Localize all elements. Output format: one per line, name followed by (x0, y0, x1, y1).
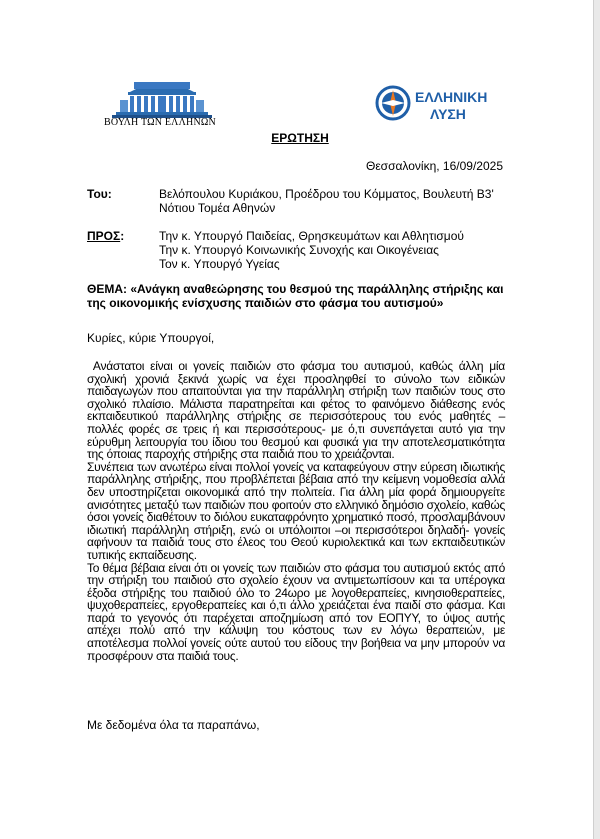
parliament-caption: ΒΟΥΛΗ ΤΩΝ ΕΛΛΗΝΩΝ (104, 117, 216, 128)
to-value: Βελόπουλου Κυριάκου, Προέδρου του Κόμματος, Βουλευτή Β3' Νότιου Τομέα Αθηνών (159, 187, 494, 215)
recipient-item: Την κ. Υπουργό Κοινωνικής Συνοχής και Οικογένειας (159, 243, 439, 257)
parliament-logo-icon (112, 80, 212, 120)
closing-line: Με δεδομένα όλα τα παραπάνω, (87, 718, 260, 732)
document-title: ΕΡΩΤΗΣΗ (271, 131, 329, 145)
pros-label-wrap (87, 229, 124, 243)
subject: ΘΕΜΑ: «Ανάγκη αναθεώρησης του θεσμού της παράλληλης στήριξης και της οικονομικής ενίσχυσης παιδιών στο φάσμα του αυτισμού» (87, 282, 504, 310)
body-paragraph: Συνέπεια των ανωτέρω είναι πολλοί γονείς να καταφεύγουν στην εύρεση ιδιωτικής παράλληλης στήριξης, που προβλέπεται βέβαια από την κείμενη νομοθεσία αλλά δεν υποστηρίζεται οικονομικά από την πολιτεία. Για άλλη μία φορά δημιουργείτε ανισότητες μεταξύ των παιδιών που φοιτούν στο ελληνικό δημόσιο σχολείο, καθώς όσοι γονείς διαθέτουν το διόλου ευκαταφρόνητο χρηματικό ποσό, προσλαμβάνουν ιδιωτική παράλληλη στήριξη, ενώ οι υπόλοιποι –οι περισσότεροι δηλαδή- γονείς αφήνουν τα παιδιά τους στο έλεος του Θεού κυριολεκτικά και των εκπαιδευτικών τυπικής εκπαίδευσης. (87, 459, 505, 562)
party-logo-icon (373, 84, 513, 124)
place-date: Θεσσαλονίκη, 16/09/2025 (366, 159, 503, 173)
to-label: Του: (87, 187, 112, 201)
body-paragraph: Ανάστατοι είναι οι γονείς παιδιών στο φάσμα του αυτισμού, καθώς άλλη μία σχολική χρονιά ξεκινά χωρίς να έχει προσληφθεί το σύνολο των ειδικών παιδαγωγών που απαιτούνται για την παράλληλη στήριξη των παιδιών τους στο σχολικό πλαίσιο. Μάλιστα παρατηρείται και φέτος το φαινόμενο διάθεσης ενός εκπαιδευτικού παράλληλης στήριξης σε περισσότερους του ενός μαθητές – πολλές φορές σε τρεις ή και περισσότερους- με ό,τι συνεπάγεται αυτό για την εύρυθμη λειτουργία του ίδιου του θεσμού και φυσικά για την αποτελεσματικότητα της όποιας παροχής στήριξης στα παιδιά που το χρειάζονται. (87, 359, 509, 462)
pros-label: ΠΡΟΣ (87, 229, 121, 243)
recipient-item: Τον κ. Υπουργό Υγείας (159, 257, 280, 271)
party-name-line2: ΛΥΣΗ (430, 106, 466, 122)
party-name-line1: ΕΛΛΗΝΙΚΗ (415, 89, 488, 105)
salutation: Κυρίες, κύριε Υπουργοί, (87, 331, 215, 345)
page-edge (594, 0, 600, 839)
pros-colon: : (120, 229, 125, 243)
body-text (87, 359, 509, 663)
recipient-item: Την κ. Υπουργό Παιδείας, Θρησκευμάτων και Αθλητισμού (159, 229, 464, 243)
recipients-list (159, 229, 464, 271)
body-paragraph: Το θέμα βέβαια είναι ότι οι γονείς των παιδιών στο φάσμα του αυτισμού εκτός από την στήριξη του παιδιού στο σχολείο έχουν να αντιμετωπίσουν και τα υπέρογκα έξοδα στήριξης του παιδιού όλο το 24ωρο με λογοθεραπείες, κινησιοθεραπείες, ψυχοθεραπείες, εργοθεραπείες και ό,τι άλλο χρειάζεται ένα παιδί στο φάσμα. Και παρά το γεγονός ότι παρέχεται αποζημίωση από τον ΕΟΠΥΥ, το ύψος αυτής απέχει πολύ από την κάλυψη του κόστους των εν λόγω θεραπειών, με αποτέλεσμα πολλοί γονείς ούτε αυτού του είδους την βοήθεια να μην μπορούν να προσφέρουν στα παιδιά τους. (87, 560, 505, 663)
